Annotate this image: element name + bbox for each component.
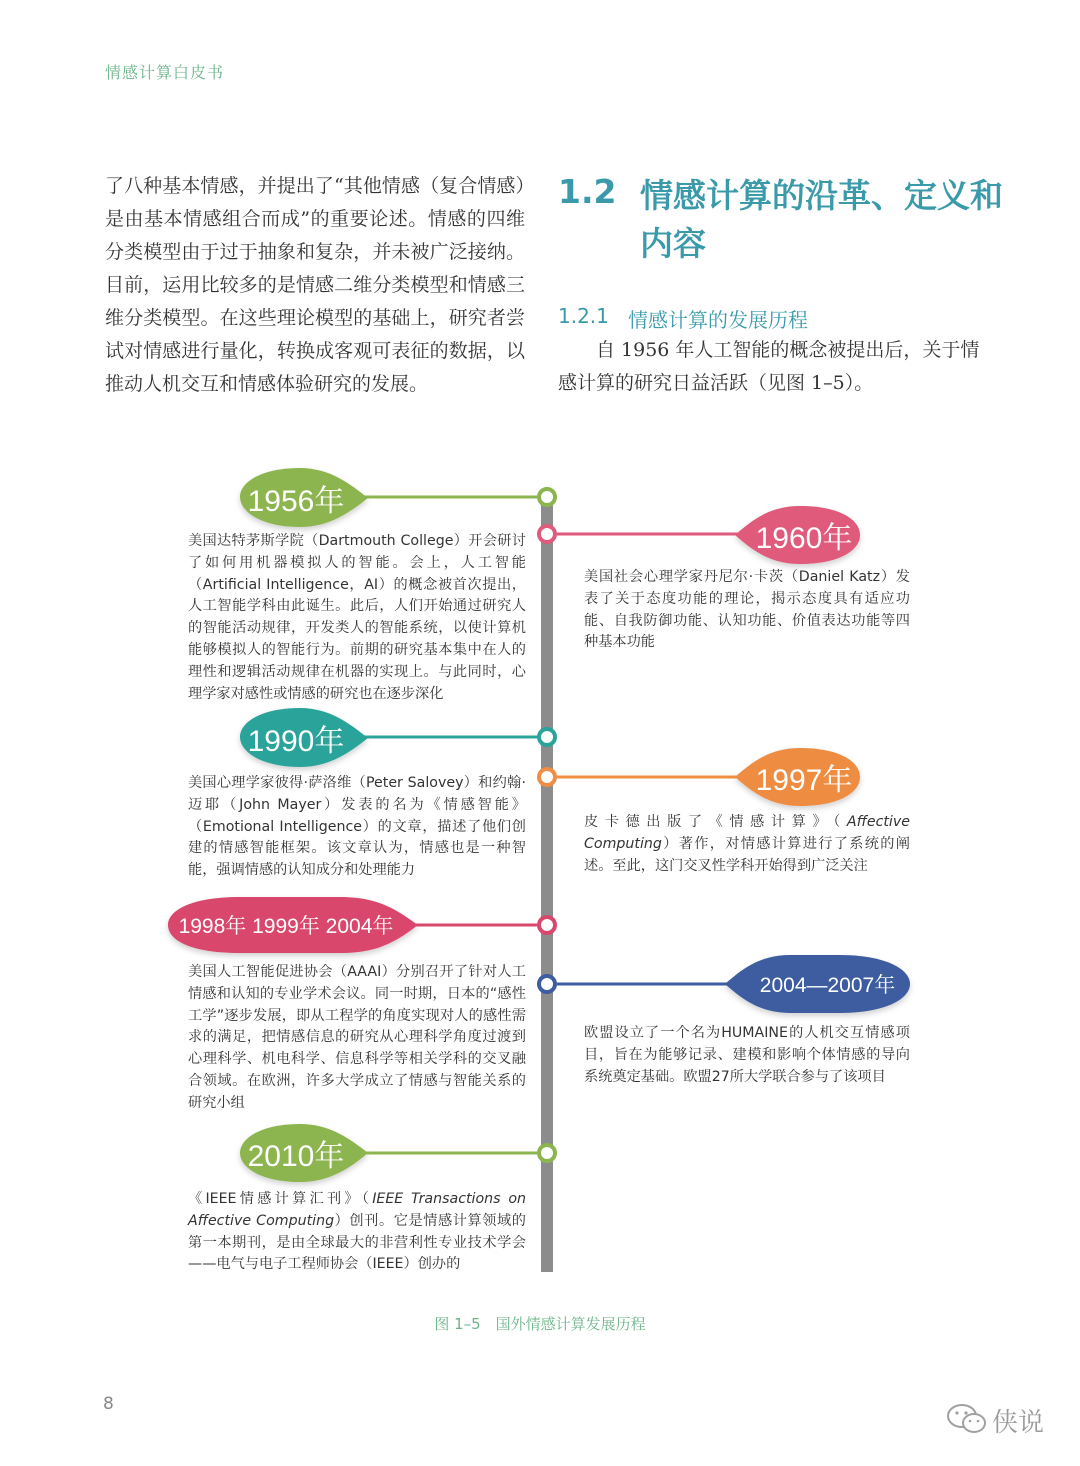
label-1956: 1956年 [247,484,345,518]
label-1960: 1960年 [755,522,853,555]
right-paragraph: 自 1956 年人工智能的概念被提出后，关于情感计算的研究日益活跃（见图 1–5）。 [558,339,980,394]
label-1990: 1990年 [247,724,345,758]
running-header: 情感计算白皮书 [105,63,225,82]
watermark-text: 侠说 [992,1408,1045,1438]
text-1990: 美国心理学家彼得·萨洛维（Peter Salovey）和约翰·迈耶（John Mayer）发表的名为《情感智能》（Emotional Intelligence）的文章，描述了他们创建的情感智能框架。该文章认为，情感也是一种智能，强调情感的认知成分和处理能力 [188,775,526,879]
wechat-icon [946,1402,988,1436]
subsection-number: 1.2.1 [558,304,609,328]
text-2010: 《IEEE情感计算汇刊》（IEEE Transactions on Affective Computing）创刊。它是情感计算领域的第一本期刊，是由全球最大的非营利性专业技术学会——电气与电子工程师协会（IEEE）创办的 [188,1191,526,1273]
label-1998-1999-2004: 1998年 1999年 2004年 [178,915,394,938]
label-2004-2007: 2004—2007年 [759,974,896,997]
text-1960: 美国社会心理学家丹尼尔·卡茨（Daniel Katz）发表了关于态度功能的理论，揭示态度具有适应功能、自我防御功能、认知功能、价值表达功能等四种基本功能 [584,569,910,651]
text-1997: 皮卡德出版了《情感计算》（Affective Computing）著作，对情感计算进行了系统的阐述。至此，这门交叉性学科开始得到广泛关注 [584,814,910,874]
section-title: 情感计算的沿革、定义和内容 [640,176,1003,263]
text-1998: 美国人工智能促进协会（AAAI）分别召开了针对人工情感和认知的专业学术会议。同一时期，日本的“感性工学”逐步发展，即从工程学的角度实现对人的感性需求的满足，把情感信息的研究从心理科学角度过渡到心理科学、机电科学、信息科学等相关学科的交叉融合领域。在欧洲，许多大学成立了情感与智能关系的研究小组 [188,964,526,1111]
label-1997: 1997年 [755,764,853,797]
section-number: 1.2 [558,172,617,211]
left-paragraph: 了八种基本情感，并提出了“其他情感（复合情感）是由基本情感组合而成”的重要论述。情感的四维分类模型由于过于抽象和复杂，并未被广泛接纳。目前，运用比较多的是情感二维分类模型和情感三维分类模型。在这些理论模型的基础上，研究者尝试对情感进行量化，转换成客观可表征的数据，以推动人机交互和情感体验研究的发展。 [105,175,525,395]
page-number: 8 [103,1394,114,1414]
subsection-title: 情感计算的发展历程 [628,308,808,332]
text-2004-2007: 欧盟设立了一个名为HUMAINE的人机交互情感项目，旨在为能够记录、建模和影响个体情感的导向系统奠定基础。欧盟27所大学联合参与了该项目 [584,1025,910,1085]
text-1956: 美国达特茅斯学院（Dartmouth College）开会研讨了如何用机器模拟人的智能。会上，人工智能（Artificial Intelligence，AI）的概念被首次提出，人工智能学科由此诞生。此后，人们开始通过研究人的智能活动规律，开发类人的智能系统，以使计算机能够模拟人的智能行为。前期的研究基本集中在人的理性和逻辑活动规律在机器的实现上。与此同时，心理学家对感性或情感的研究也在逐步深化 [188,533,526,702]
figure-caption: 图 1–5 国外情感计算发展历程 [434,1315,646,1333]
label-2010: 2010年 [247,1140,345,1173]
